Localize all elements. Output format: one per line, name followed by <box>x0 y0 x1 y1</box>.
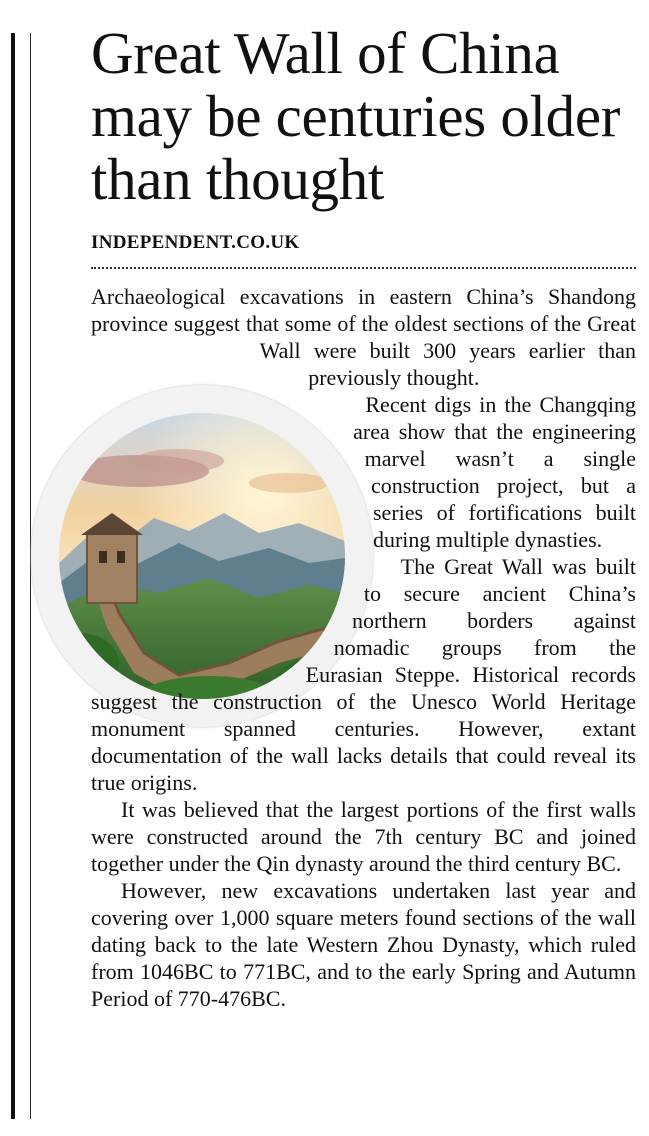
paragraph-1: Archaeological excavations in eastern China’s Shandong province suggest that some of the oldest sections of the Great Wall were built 300 years earlier than previously thought. <box>91 284 636 390</box>
dotted-divider <box>91 267 636 269</box>
article-body <box>91 283 636 1012</box>
source-label: INDEPENDENT.CO.UK <box>91 232 300 253</box>
left-rule-thick <box>11 33 15 1119</box>
headline: Great Wall of China may be centuries older than thought <box>91 20 621 212</box>
paragraph-5: However, new excavations undertaken last year and covering over 1,000 square meters found sections of the wall dating back to the late Western Zhou Dynasty, which ruled from 1046BC to 771BC, and to the early Spring and Autumn Period of 770-476BC. <box>91 878 636 1011</box>
paragraph-4: It was believed that the largest portions of the first walls were constructed around the 7th century BC and joined together under the Qin dynasty around the third century BC. <box>91 797 636 876</box>
paragraph-3: The Great Wall was built to secure ancient China’s northern borders against nomadic groups from the Eurasian Steppe. Historical records suggest the construction of the Unesco World Heritage monument spanned centuries. However, extant documentation of the wall lacks details that could reveal its true origins. <box>91 554 636 795</box>
paragraph-2: Recent digs in the Changqing area show that the engineering marvel wasn’t a single construction project, but a series of fortifications built during multiple dynasties. <box>353 392 636 552</box>
left-rule-thin <box>30 33 31 1119</box>
